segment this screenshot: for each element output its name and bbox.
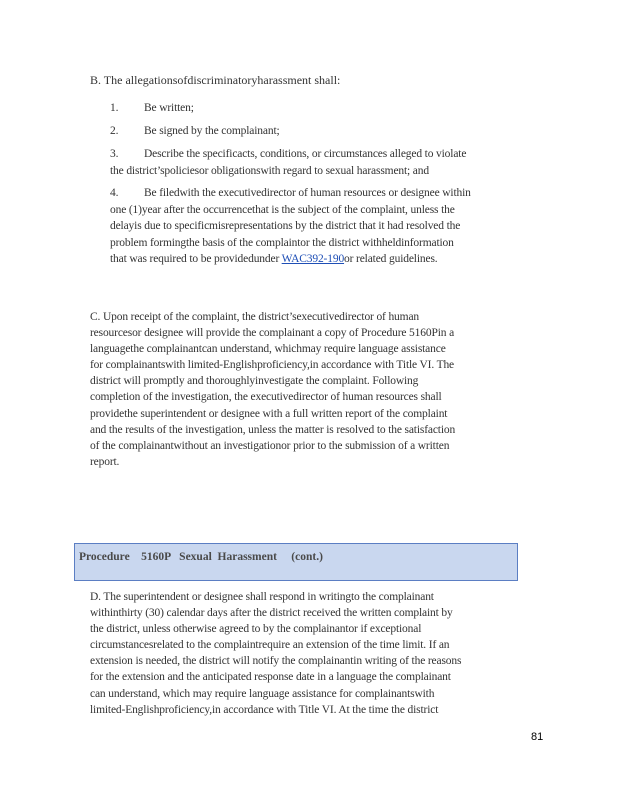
paragraph-line: and the results of the investigation, unless the matter is resolved to the satisfaction [90, 423, 456, 436]
paragraph-line: completion of the investigation, the executivedirector of human resources shall [90, 391, 442, 404]
procedure-header-banner [74, 543, 518, 581]
list-item-text: that was required to be providedunder [110, 253, 282, 265]
paragraph-line: languagethe complainantcan understand, whichmay require language assistance [90, 343, 446, 356]
list-item-number: 3. [110, 148, 119, 160]
list-item-number: 2. [110, 125, 119, 137]
paragraph-line: for the extension and the anticipated response date in a language the complainant [90, 671, 451, 684]
paragraph-line: the district, unless otherwise agreed to by the complainantor if exceptional [90, 623, 422, 636]
list-item-text: or related guidelines. [344, 253, 438, 265]
paragraph-line: C. Upon receipt of the complaint, the district’sexecutivedirector of human [90, 311, 420, 323]
page-number: 81 [531, 731, 544, 743]
paragraph-line: of the complainantwithout an investigationor prior to the submission of a written [90, 439, 450, 452]
list-item-text: one (1)year after the occurrencethat is the subject of the complaint, unless the [110, 203, 455, 216]
list-item-text: Be filedwith the executivedirector of human resources or designee within [144, 187, 471, 199]
procedure-title: Procedure 5160P Sexual Harassment (cont.) [79, 551, 323, 563]
list-item-number: 1. [110, 102, 119, 114]
section-b-heading: B. The allegationsofdiscriminatoryharassment shall: [90, 73, 341, 87]
list-item [110, 146, 548, 179]
section-d-paragraph [90, 589, 540, 718]
paragraph-line: extension is needed, the district will notify the complainantin writing of the reasons [90, 655, 462, 668]
list-item [110, 185, 548, 268]
paragraph-line: withinthirty (30) calendar days after the district received the written complaint by [90, 607, 453, 620]
list-item-number: 4. [110, 187, 119, 199]
paragraph-line: for complainantswith limited-Englishproficiency,in accordance with Title VI. The [90, 359, 455, 372]
list-item [110, 123, 548, 140]
paragraph-line: can understand, which may require language assistance for complainantswith [90, 687, 435, 700]
list-item-text: Be written; [144, 102, 194, 114]
paragraph-line: providethe superintendent or designee with a full written report of the complaint [90, 407, 448, 420]
paragraph-line: D. The superintendent or designee shall respond in writingto the complainant [90, 591, 434, 603]
paragraph-line: resourcesor designee will provide the complainant a copy of Procedure 5160Pin a [90, 327, 455, 340]
paragraph-line: report. [90, 455, 120, 468]
paragraph-line: limited-Englishproficiency,in accordance with Title VI. At the time the district [90, 703, 439, 716]
wac-reference-link[interactable]: WAC392-190 [281, 253, 345, 265]
section-c-paragraph [90, 309, 540, 470]
list-item-text: problem formingthe basis of the complaintor the district withheldinformation [110, 236, 454, 249]
list-item-text: Describe the specificacts, conditions, or circumstances alleged to violate [144, 148, 467, 160]
paragraph-line: district will promptly and thoroughlyinvestigate the complaint. Following [90, 375, 419, 388]
list-item-text: Be signed by the complainant; [144, 125, 280, 137]
list-item-text: the district’spoliciesor obligationswith regard to sexual harassment; and [110, 164, 429, 177]
paragraph-line: circumstancesrelated to the complaintrequire an extension of the time limit. If an [90, 639, 450, 652]
list-item-text: delayis due to specificmisrepresentations by the district that it had resolved the [110, 220, 461, 232]
list-item [110, 100, 548, 117]
